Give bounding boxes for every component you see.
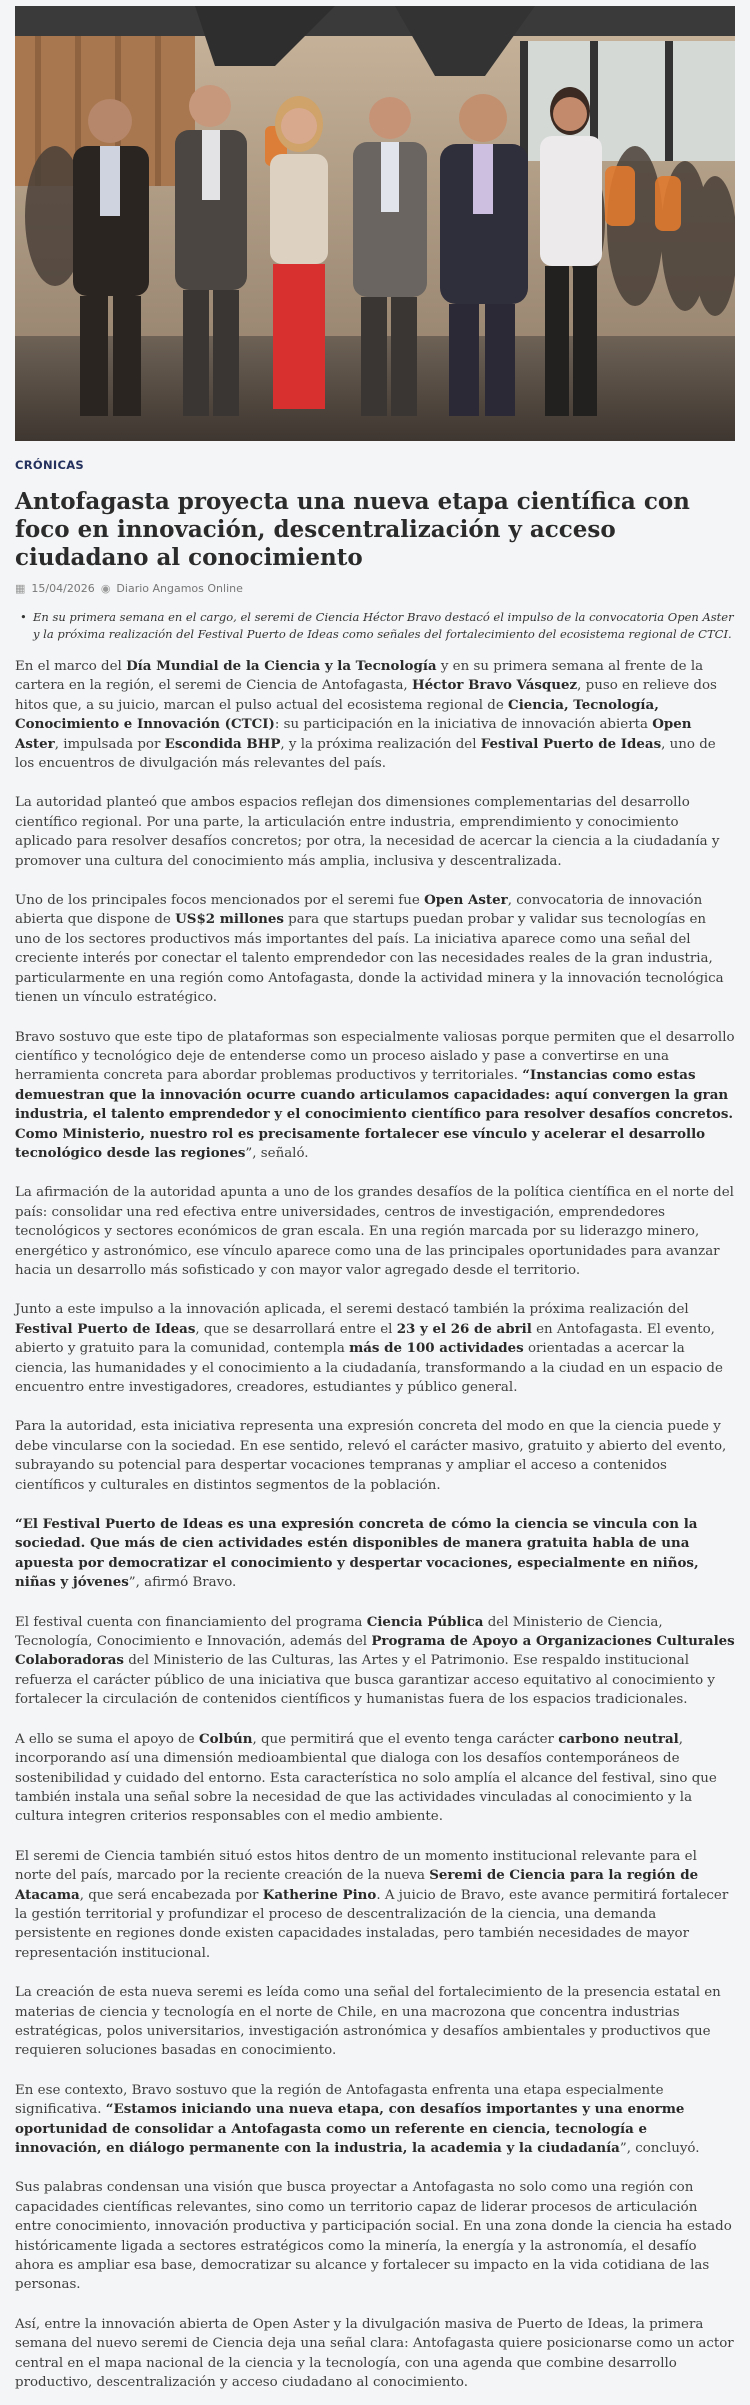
body-paragraph (15, 2081, 735, 2159)
author-name[interactable]: Diario Angamos Online (116, 582, 243, 595)
body-paragraph (15, 1613, 735, 1710)
text-run: , y la próxima realización del (280, 736, 481, 752)
bold-text: Open Aster (424, 892, 508, 909)
text-run: ”, concluyó. (619, 2141, 700, 2156)
text-run: para que startups puedan probar y validar sus tecnologías en uno de los sectores productivos más importantes del país. La iniciativa aparece como una señal del creciente interés por conectar el talento emprendedor con las necesidades reales de la gran industria, particularmente en una región como Antofagasta, donde la actividad minera y la innovación tecnológica tienen un vínculo estratégico. (15, 912, 724, 1006)
bold-text: Festival Puerto de Ideas (480, 735, 662, 752)
body-paragraph (15, 2315, 735, 2393)
text-run: Para la autoridad, esta iniciativa representa una expresión concreta del modo en que la ciencia puede y debe vincularse con la sociedad. En ese sentido, relevó el carácter masivo, gratuito y abierto del evento, subrayando su potencial para despertar vocaciones tempranas y ampliar el acceso a contenidos científicos y culturales en distintos segmentos de la población. (15, 1419, 727, 1493)
body-paragraph (15, 891, 735, 1007)
bold-text: US$2 millones (175, 911, 284, 928)
user-icon: ◉ (100, 582, 111, 595)
body-paragraph (15, 793, 735, 871)
body-paragraph (15, 657, 735, 773)
bold-text: “El Festival Puerto de Ideas es una expresión concreta de cómo la ciencia se vincula con la sociedad. Que más de cien actividades estén disponibles de manera gratuita habla de una apuesta por democratizar el conocimiento y despertar vocaciones, especialmente en niños, niñas y jóvenes (15, 1516, 699, 1591)
body-paragraph (15, 1730, 735, 1827)
text-run: , que se desarrollará entre el (195, 1321, 397, 1337)
text-run: ”, señaló. (245, 1145, 309, 1161)
text-run: En ese contexto, Bravo sostuvo que la región de Antofagasta enfrenta una etapa especialmente significativa. (15, 2082, 664, 2118)
bold-text: Colbún (198, 1730, 253, 1747)
bold-text: Ciencia, Tecnología, Conocimiento e Innovación (CTCI) (15, 696, 659, 733)
bold-text: Héctor Bravo Vásquez (411, 677, 578, 694)
text-run: , convocatoria de innovación abierta que dispone de (15, 893, 703, 928)
bold-text: Festival Puerto de Ideas (15, 1320, 196, 1337)
hero-photo-graphic (15, 6, 735, 441)
text-run: del Ministerio de las Culturas, las Artes y el Patrimonio. Ese respaldo institucional refuerza el carácter público de una iniciativa que busca garantizar acceso equitativo al conocimiento y fortalecer la circulación de contenidos científicos y humanistas fuera de los espacios tradicionales. (15, 1653, 716, 1708)
body-paragraph (15, 1983, 735, 2061)
category-label[interactable]: CRÓNICAS (15, 458, 84, 472)
text-run: Sus palabras condensan una visión que busca proyectar a Antofagasta no solo como una región con capacidades científicas relevantes, sino como un territorio capaz de liderar procesos de articulación entre conocimiento, innovación productiva y participación social. En una zona donde la ciencia ha estado históricamente ligada a sectores estratégicos como la minería, la energía y la astronomía, el desafío ahora es ampliar esa base, democratizar su alcance y fortalecer su impacto en la vida cotidiana de las personas. (15, 2180, 732, 2293)
body-paragraph (15, 2178, 735, 2294)
text-run: La afirmación de la autoridad apunta a uno de los grandes desafíos de la política científica en el norte del país: consolidar una red efectiva entre universidades, centros de investigación, emprendedores tecnológicos y sectores económicos de gran escala. En una región marcada por su liderazgo minero, energético y astronómico, ese vínculo aparece como una de las principales oportunidades para avanzar hacia un desarrollo más sofisticado y con mayor valor agregado desde el territorio. (15, 1185, 734, 1278)
text-run: . A juicio de Bravo, este avance permitirá fortalecer la gestión territorial y profundizar el proceso de descentralización de la ciencia, una demanda persistente en regiones donde existen capacidades instaladas, pero también necesidades de mayor representación institucional. (15, 1887, 729, 1961)
article-content (15, 458, 735, 2405)
text-run: , que permitirá que el evento tenga carácter (252, 1731, 559, 1747)
hero-photo (15, 6, 735, 441)
body-paragraph (15, 1847, 735, 1963)
bold-text: carbono neutral (558, 1730, 679, 1747)
text-run: , uno de los encuentros de divulgación más relevantes del país. (15, 736, 716, 772)
body-paragraph (15, 1515, 735, 1593)
text-run: El seremi de Ciencia también situó estos hitos dentro de un momento institucional relevante para el norte del país, marcado por la reciente creación de la nueva (15, 1848, 697, 1884)
text-run: : su participación en la iniciativa de innovación abierta (274, 717, 653, 733)
text-run: , incorporando así una dimensión medioambiental que dialoga con los desafíos contemporáneos de sostenibilidad y cuidado del entorno. Esta característica no solo amplía el alcance del festival, sino que también instala una señal sobre la necesidad de que las actividades vinculadas al conocimiento y la cultura integren criterios responsables con el medio ambiente. (15, 1731, 717, 1825)
text-run: del Ministerio de Ciencia, Tecnología, Conocimiento e Innovación, además del (15, 1614, 663, 1650)
bold-text: Día Mundial de la Ciencia y la Tecnología (126, 658, 437, 674)
body-paragraph (15, 1417, 735, 1495)
text-run: orientadas a acercar la ciencia, las humanidades y el conocimiento a la ciudadanía, transformando a la ciudad en un espacio de encuentro entre investigadores, creadores, estudiantes y público general. (15, 1341, 723, 1395)
text-run: La creación de esta nueva seremi es leída como una señal del fortalecimiento de la presencia estatal en materias de ciencia y tecnología en el norte de Chile, en una macrozona que concentra industrias estratégicas, polos universitarios, investigación astronómica y desafíos ambientales y productivos que requieren soluciones basadas en conocimiento. (15, 1985, 721, 2059)
summary-item: • En su primera semana en el cargo, el seremi de Ciencia Héctor Bravo destacó el impulso de la convocatoria Open Aster y la próxima realización del Festival Puerto de Ideas como señales del fortalecimiento del ecosistema regional de CTCI. (15, 609, 735, 643)
text-run: La autoridad planteó que ambos espacios reflejan dos dimensiones complementarias del desarrollo científico regional. Por una parte, la articulación entre industria, emprendimiento y conocimiento aplicado para resolver desafíos concretos; por otra, la necesidad de acercar la ciencia a la ciudadanía y promover una cultura del conocimiento más amplia, inclusiva y descentralizada. (15, 795, 720, 869)
text-run: , puso en relieve dos hitos que, a su juicio, marcan el pulso actual del ecosistema regional de (15, 678, 717, 713)
article-summary (15, 609, 735, 643)
bold-text: “Instancias como estas demuestran que la innovación ocurre cuando articulamos capacidades: aquí convergen la gran industria, el talento emprendedor y el conocimiento científico para resolver desafíos concretos. Como Ministerio, nuestro rol es precisamente fortalecer ese vínculo y acelerar el desarrollo tecnológico desde las regiones (15, 1067, 734, 1161)
article-title: Antofagasta proyecta una nueva etapa científica con foco en innovación, descentralización y acceso ciudadano al conocimiento (15, 488, 690, 571)
text-run: El festival cuenta con financiamiento del programa (15, 1614, 367, 1630)
bold-text: Katherine Pino (262, 1886, 377, 1903)
body-paragraph (15, 1300, 735, 1397)
publish-date: 15/04/2026 (31, 582, 95, 595)
bold-text: más de 100 actividades (349, 1340, 524, 1357)
text-run: Junto a este impulso a la innovación aplicada, el seremi destacó también la próxima realización del (15, 1302, 689, 1318)
text-run: En el marco del (15, 659, 127, 674)
calendar-icon: ▦ (15, 582, 26, 595)
bold-text: 23 y el 26 de abril (396, 1320, 532, 1337)
text-run: ”, afirmó Bravo. (128, 1575, 237, 1591)
body-paragraph (15, 1028, 735, 1164)
bold-text: Open Aster (15, 716, 692, 752)
bold-text: Ciencia Pública (366, 1613, 484, 1630)
text-run: , que será encabezada por (79, 1887, 263, 1903)
bold-text: Programa de Apoyo a Organizaciones Culturales Colaboradoras (15, 1633, 735, 1669)
bold-text: “Estamos iniciando una nueva etapa, con desafíos importantes y una enorme oportunidad de consolidar a Antofagasta como un referente en ciencia, tecnología e innovación, en diálogo permanente con la industria, la academia y la ciudadanía (15, 2101, 685, 2156)
text-run: y en su primera semana al frente de la cartera en la región, el seremi de Ciencia de Antofagasta, (15, 659, 704, 694)
bold-text: Escondida BHP (164, 735, 281, 752)
text-run: , impulsada por (54, 736, 165, 752)
text-run: Uno de los principales focos mencionados por el seremi fue (15, 893, 425, 909)
text-run: Así, entre la innovación abierta de Open Aster y la divulgación masiva de Puerto de Ideas, la primera semana del nuevo seremi de Ciencia deja una señal clara: Antofagasta quiere posicionarse como un actor central en el mapa nacional de la ciencia y la tecnología, con una agenda que combine desarrollo productivo, descentralización y acceso ciudadano al conocimiento. (15, 2316, 734, 2391)
body-paragraph (15, 1183, 735, 1280)
text-run: en Antofagasta. El evento, abierto y gratuito para la comunidad, contempla (15, 1321, 715, 1357)
article-meta (15, 582, 735, 595)
text-run: A ello se suma el apoyo de (15, 1731, 199, 1747)
text-run: Bravo sostuvo que este tipo de plataformas son especialmente valiosas porque permiten que el desarrollo científico y tecnológico deje de entenderse como un proceso aislado y pase a convertirse en una herramienta concreta para abordar problemas productivos y territoriales. (15, 1029, 735, 1084)
bold-text: Seremi de Ciencia para la región de Atacama (15, 1867, 699, 1903)
